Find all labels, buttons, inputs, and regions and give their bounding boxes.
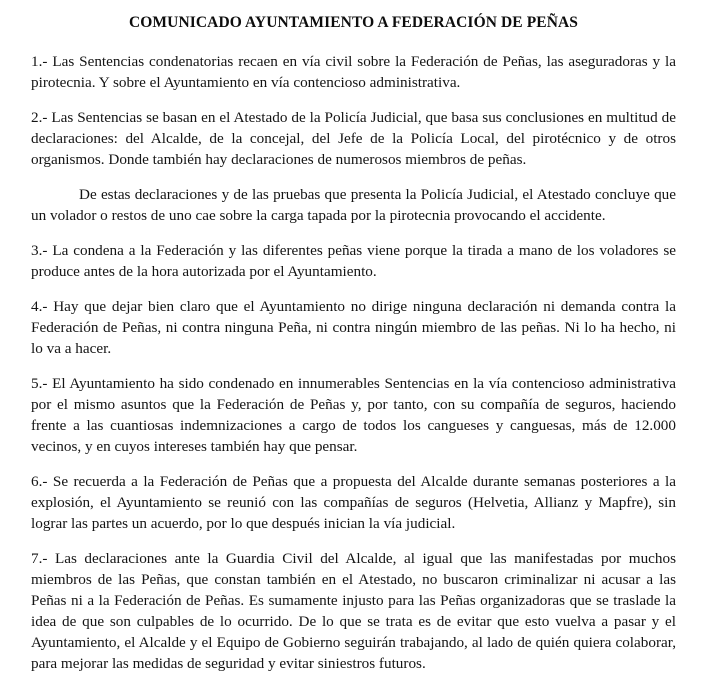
paragraph-2-continuation: De estas declaraciones y de las pruebas que presenta la Policía Judicial, el Atestado concluye que un volador o restos de uno cae sobre la carga tapada por la pirotecnia provocando el accidente. [31, 186, 676, 224]
page-title: COMUNICADO AYUNTAMIENTO A FEDERACIÓN DE PEÑAS [128, 14, 579, 31]
paragraph-3: 3.- La condena a la Federación y las diferentes peñas viene porque la tirada a mano de los voladores se produce antes de la hora autorizada por el Ayuntamiento. [31, 242, 676, 280]
document-page [0, 13, 707, 672]
paragraph-2: 2.- Las Sentencias se basan en el Atestado de la Policía Judicial, que basa sus conclusiones en multitud de declaraciones: del Alcalde, de la concejal, del Jefe de la Policía Local, del pirotécnico y de otros organismos. Donde también hay declaraciones de numerosos miembros de peñas. [31, 109, 676, 168]
paragraph-6: 6.- Se recuerda a la Federación de Peñas que a propuesta del Alcalde durante semanas posteriores a la explosión, el Ayuntamiento se reunió con las compañías de seguros (Helvetia, Allianz y Mapfre), sin lograr las partes un acuerdo, por lo que después inician la vía judicial. [31, 473, 676, 532]
paragraph-1: 1.- Las Sentencias condenatorias recaen en vía civil sobre la Federación de Peñas, las aseguradoras y la pirotecnia. Y sobre el Ayuntamiento en vía contencioso administrativa. [31, 53, 676, 91]
document-body [31, 51, 676, 674]
paragraph-4: 4.- Hay que dejar bien claro que el Ayuntamiento no dirige ninguna declaración ni demanda contra la Federación de Peñas, ni contra ninguna Peña, ni contra ningún miembro de las peñas. Ni lo ha hecho, ni lo va a hacer. [31, 298, 676, 357]
paragraph-5: 5.- El Ayuntamiento ha sido condenado en innumerables Sentencias en la vía contencioso administrativa por el mismo asuntos que la Federación de Peñas y, por tanto, con su compañía de seguros, haciendo frente a las cuantiosas indemnizaciones a cargo de todos los cangueses y canguesas, más de 12.000 vecinos, y en cuyos intereses también hay que pensar. [31, 375, 676, 455]
paragraph-7: 7.- Las declaraciones ante la Guardia Civil del Alcalde, al igual que las manifestadas por muchos miembros de las Peñas, que constan también en el Atestado, no buscaron criminalizar ni acusar a las Peñas ni a la Federación de Peñas. Es sumamente injusto para las Peñas organizadoras que se traslade la idea de que son culpables de lo ocurrido. De lo que se trata es de evitar que esto vuelva a pasar y el Ayuntamiento, el Alcalde y el Equipo de Gobierno seguirán trabajando, al lado de quién quiera colaborar, para mejorar las medidas de seguridad y evitar siniestros futuros. [31, 550, 676, 672]
